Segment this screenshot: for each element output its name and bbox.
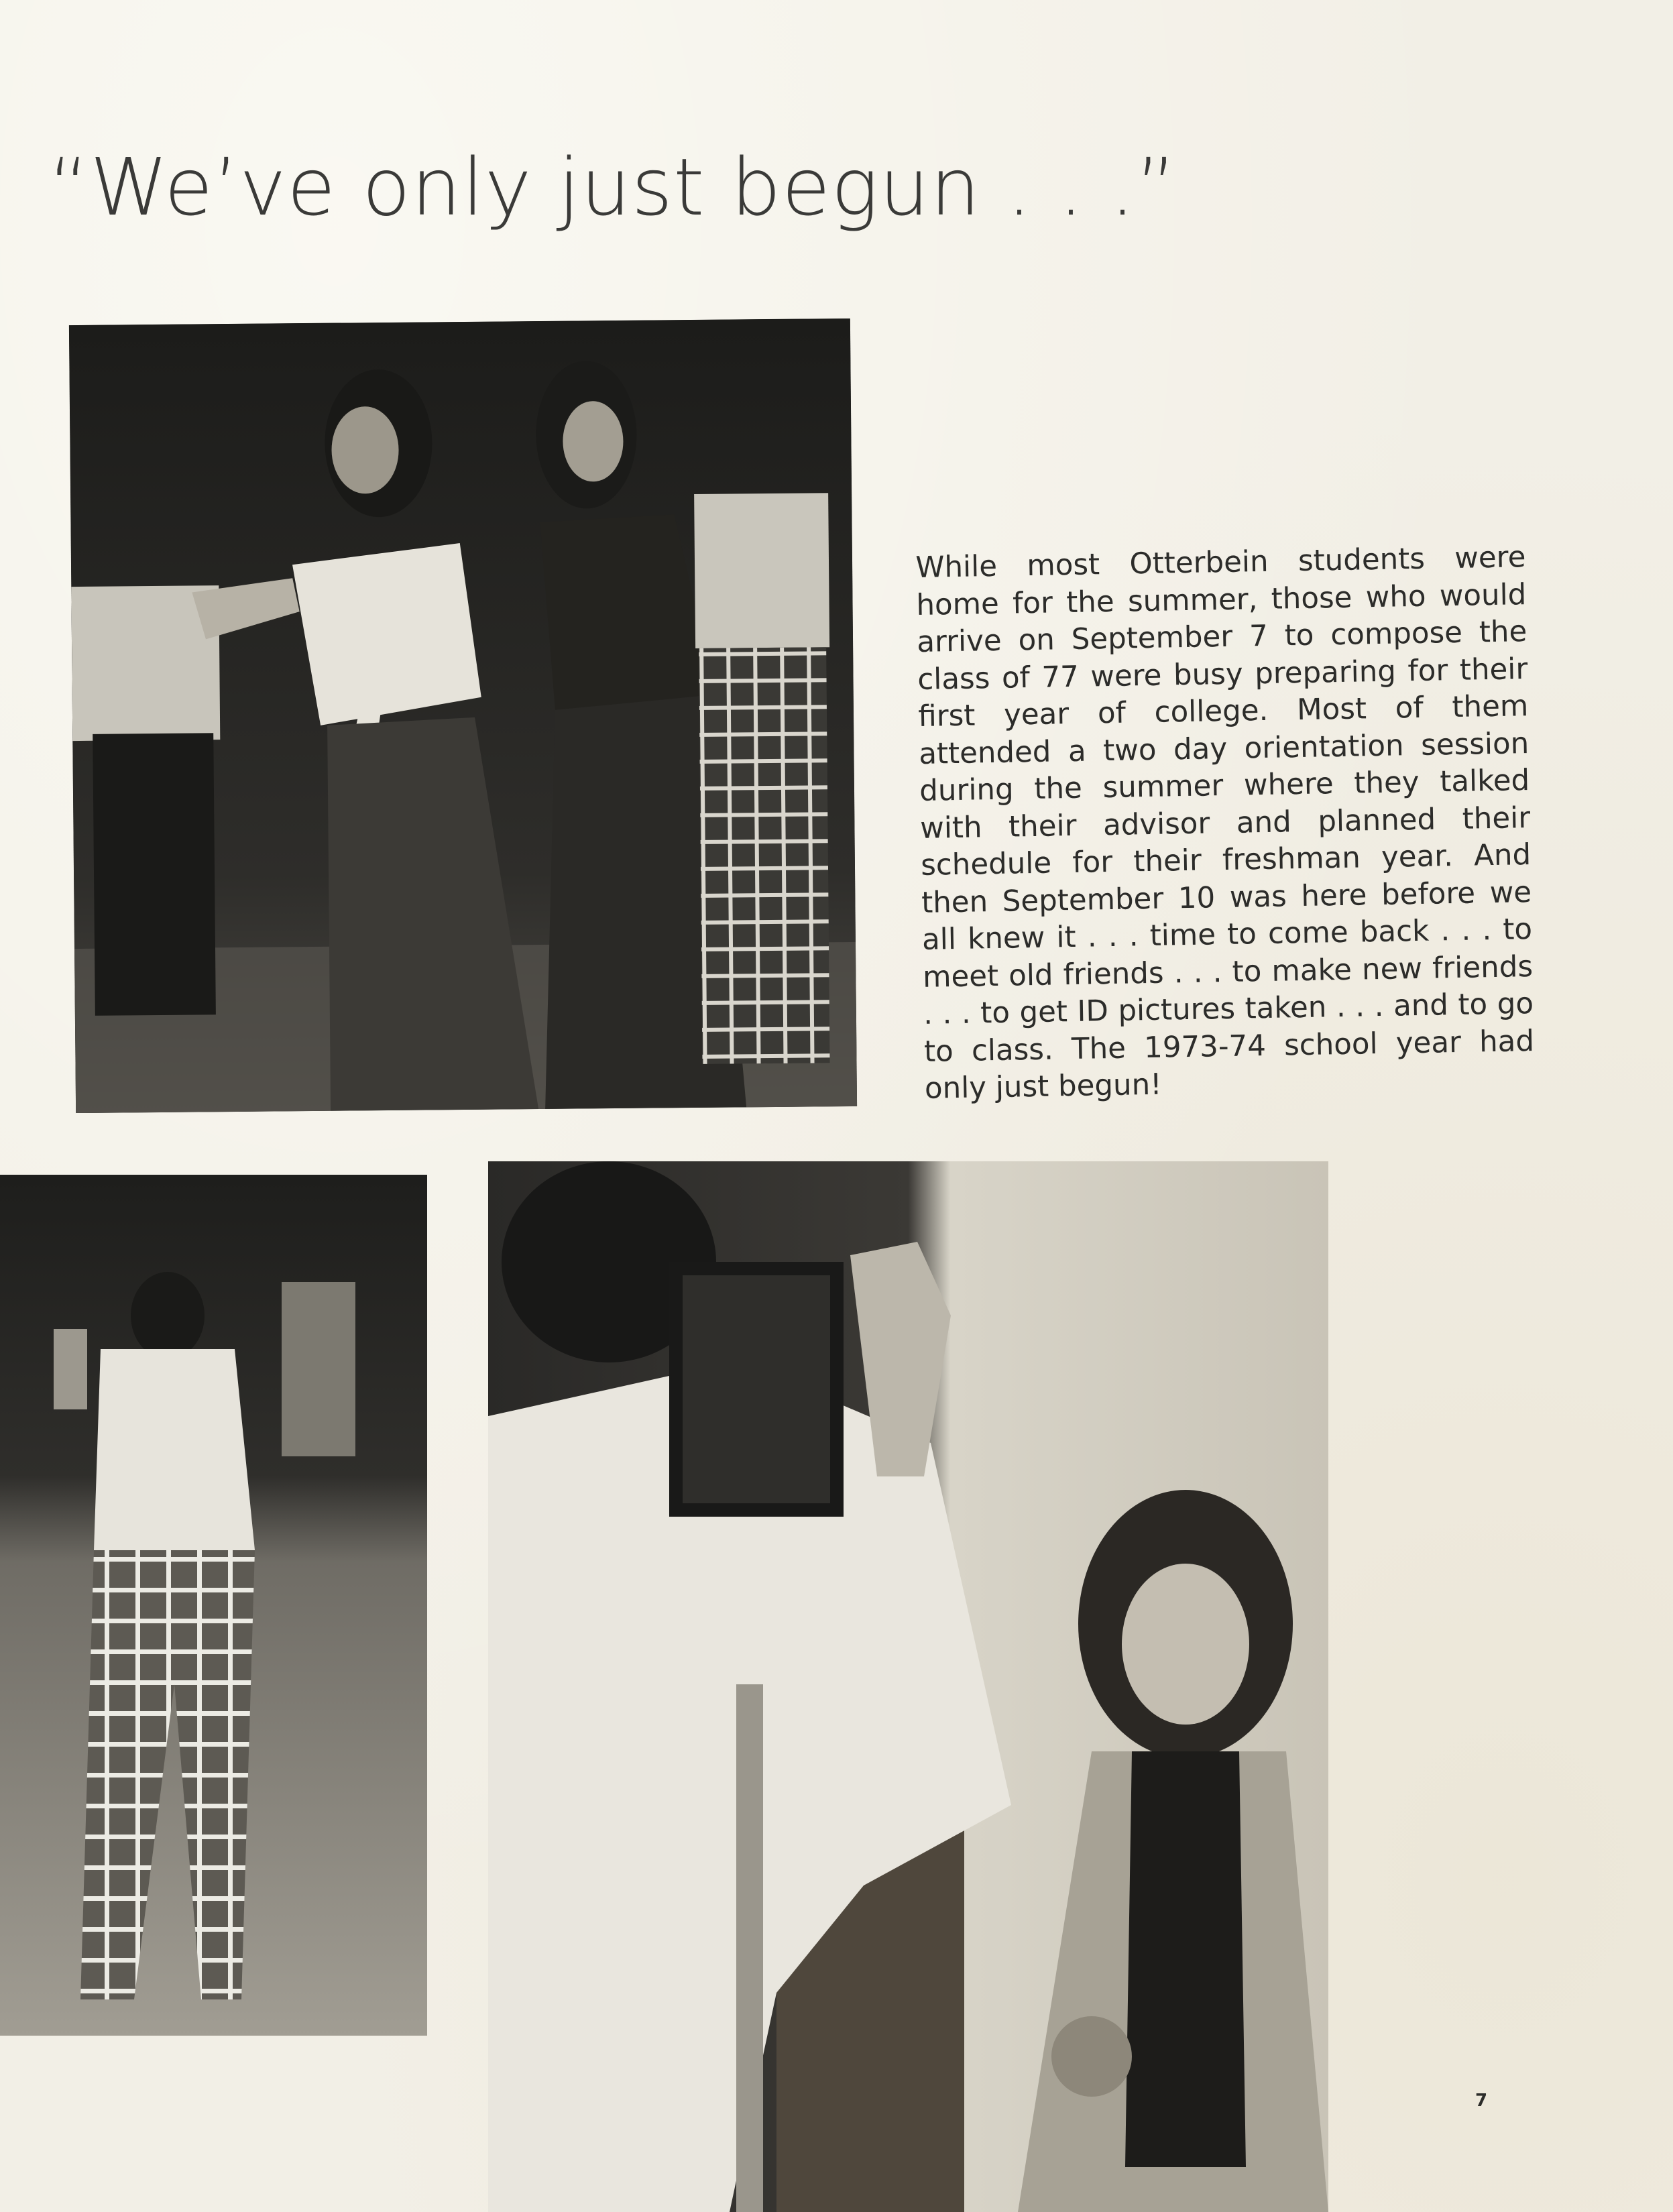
id-pictures-image [488, 1161, 1328, 2212]
article-body-text: While most Otterbein students were home for the summer, those who would arrive on September 7 to compose the class of 77 were busy preparing for their first year of college. Most of them attended a two day orientation session during the summer where they talked with their advisor and planned their schedule for their freshman year. And then September 10 was here before we all knew it . . . time to come back . . . to meet old friends . . . to make new friends . . . to get ID pictures taken . . . and to go to class. The 1973-74 school year had only just begun! [915, 540, 1535, 1106]
man-plaid-pants-image [0, 1175, 427, 2036]
photo-man-plaid-pants [0, 1175, 427, 2036]
page-number: 7 [1475, 2091, 1488, 2111]
dancing-students-image [69, 318, 857, 1113]
photo-id-pictures [488, 1161, 1328, 2212]
page-headline: “We’ve only just begun . . .” [48, 141, 1177, 233]
photo-dancing-students [69, 318, 857, 1113]
